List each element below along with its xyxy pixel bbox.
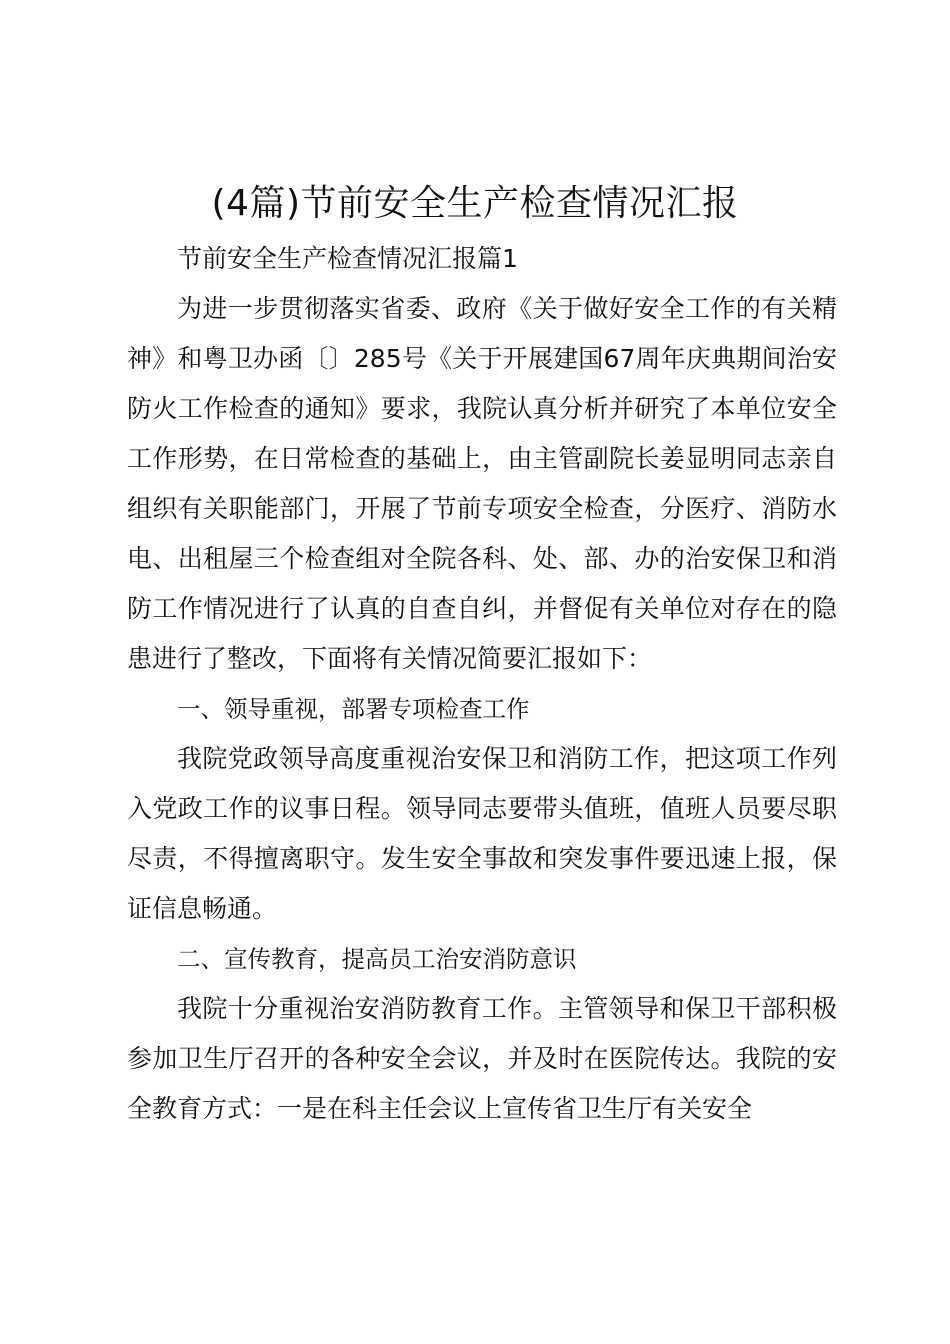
document-title: (4篇)节前安全生产检查情况汇报 bbox=[211, 183, 739, 224]
document-body bbox=[127, 234, 837, 1134]
section-heading-1: 一、领导重视，部署专项检查工作 bbox=[177, 695, 530, 723]
section-subtitle: 节前安全生产检查情况汇报篇1 bbox=[177, 244, 518, 273]
section-heading-2: 二、宣传教育，提高员工治安消防意识 bbox=[177, 945, 577, 973]
intro-paragraph: 为进一步贯彻落实省委、政府《关于做好安全工作的有关精神》和粤卫办函〔〕285号《关于开展建国67周年庆典期间治安防火工作检查的通知》要求，我院认真分析并研究了本单位安全工作形势，在日常检查的基础上，由主管副院长姜显明同志亲自组织有关职能部门，开展了节前专项安全检查，分医疗、消防水电、出租屋三个检查组对全院各科、处、部、办的治安保卫和消防工作情况进行了认真的自查自纠，并督促有关单位对存在的隐患进行了整改，下面将有关情况简要汇报如下： bbox=[127, 294, 837, 673]
section-2-paragraph: 我院十分重视治安消防教育工作。主管领导和保卫干部积极参加卫生厅召开的各种安全会议，并及时在医院传达。我院的安全教育方式：一是在科主任会议上宣传省卫生厅有关安全 bbox=[127, 994, 837, 1123]
section-1-paragraph: 我院党政领导高度重视治安保卫和消防工作，把这项工作列入党政工作的议事日程。领导同志要带头值班，值班人员要尽职尽责，不得擅离职守。发生安全事故和突发事件要迅速上报，保证信息畅通。 bbox=[127, 744, 837, 923]
